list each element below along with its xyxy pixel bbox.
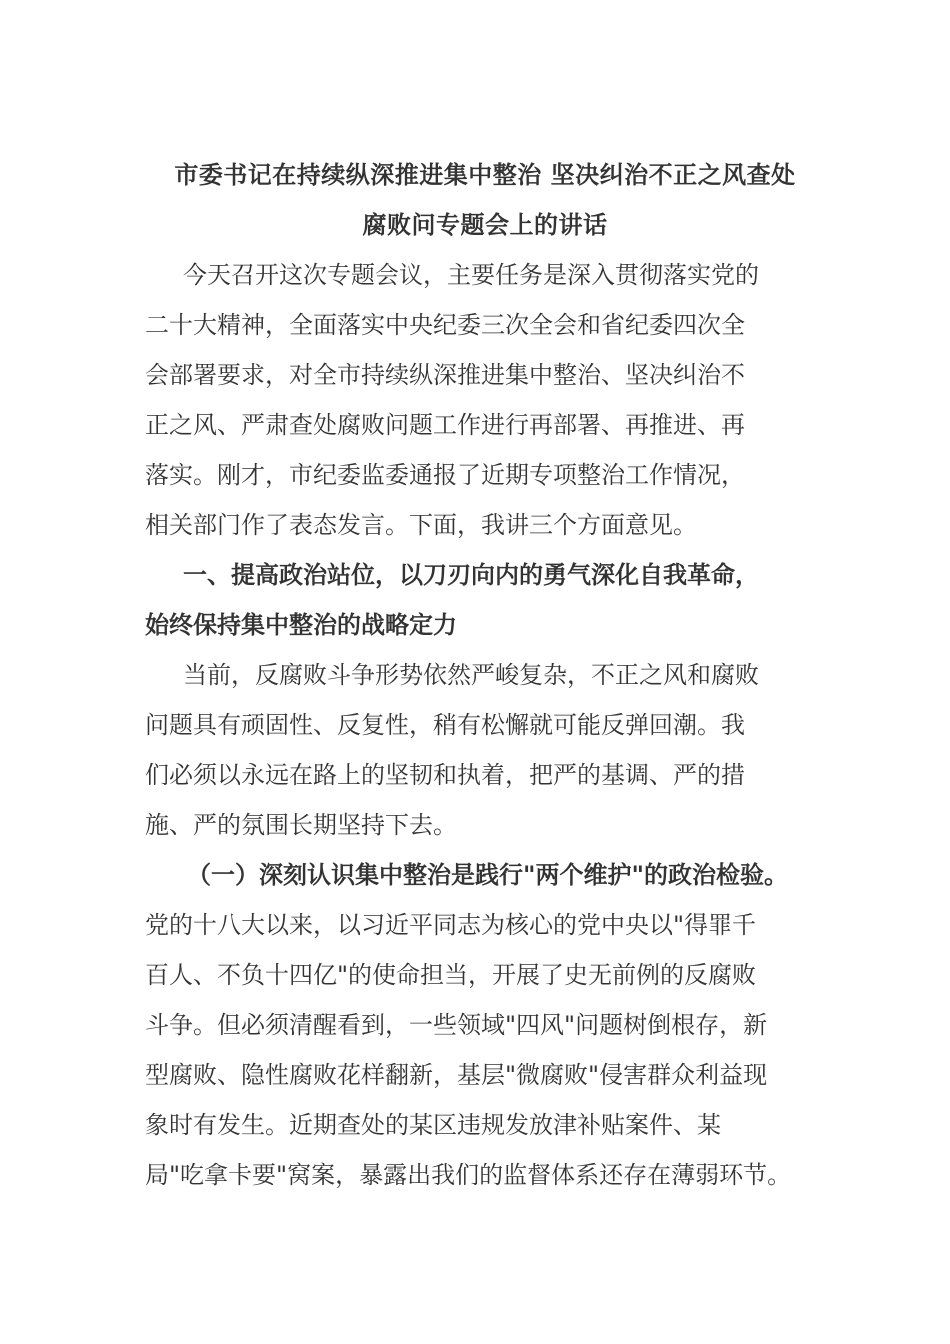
paragraph-line: 落实。刚才，市纪委监委通报了近期专项整治工作情况， [145, 461, 745, 489]
paragraph-line: 百人、不负十四亿"的使命担当，开展了史无前例的反腐败 [145, 961, 757, 989]
document-title [145, 150, 825, 250]
paragraph-line: 正之风、严肃查处腐败问题工作进行再部署、再推进、再 [145, 411, 745, 439]
paragraph-line: 型腐败、隐性腐败花样翻新，基层"微腐败"侵害群众利益现 [145, 1061, 768, 1089]
document-body [145, 150, 825, 1200]
subsection-heading: （一）深刻认识集中整治是践行"两个维护"的政治检验。 [187, 861, 789, 889]
heading-line: 始终保持集中整治的战略定力 [145, 611, 457, 639]
paragraph-line: 相关部门作了表态发言。下面，我讲三个方面意见。 [145, 511, 697, 539]
title-line: 腐败问专题会上的讲话 [362, 211, 608, 239]
heading-line: 一、提高政治站位，以刀刃向内的勇气深化自我革命， [183, 561, 759, 589]
paragraph-line: 二十大精神，全面落实中央纪委三次全会和省纪委四次全 [145, 311, 745, 339]
paragraph-line: 会部署要求，对全市持续纵深推进集中整治、坚决纠治不 [145, 361, 745, 389]
paragraph-line: 斗争。但必须清醒看到，一些领域"四风"问题树倒根存，新 [145, 1011, 768, 1039]
title-line: 市委书记在持续纵深推进集中整治 坚决纠治不正之风查处 [174, 161, 796, 189]
section-heading-1 [145, 550, 825, 650]
intro-paragraph [145, 250, 825, 550]
paragraph-line: 问题具有顽固性、反复性，稍有松懈就可能反弹回潮。我 [145, 711, 745, 739]
paragraph-line: 象时有发生。近期查处的某区违规发放津补贴案件、某 [145, 1111, 721, 1139]
paragraph-line: 局"吃拿卡要"窝案，暴露出我们的监督体系还存在薄弱环节。 [145, 1161, 792, 1189]
paragraph-line: 今天召开这次专题会议，主要任务是深入贯彻落实党的 [183, 261, 759, 289]
subsection-1-paragraph [145, 850, 825, 1200]
paragraph-line: 当前，反腐败斗争形势依然严峻复杂，不正之风和腐败 [183, 661, 759, 689]
paragraph-line: 党的十八大以来，以习近平同志为核心的党中央以"得罪千 [145, 911, 757, 939]
section-1-paragraph [145, 650, 825, 850]
paragraph-line: 们必须以永远在路上的坚韧和执着，把严的基调、严的措 [145, 761, 745, 789]
paragraph-line: 施、严的氛围长期坚持下去。 [145, 811, 457, 839]
